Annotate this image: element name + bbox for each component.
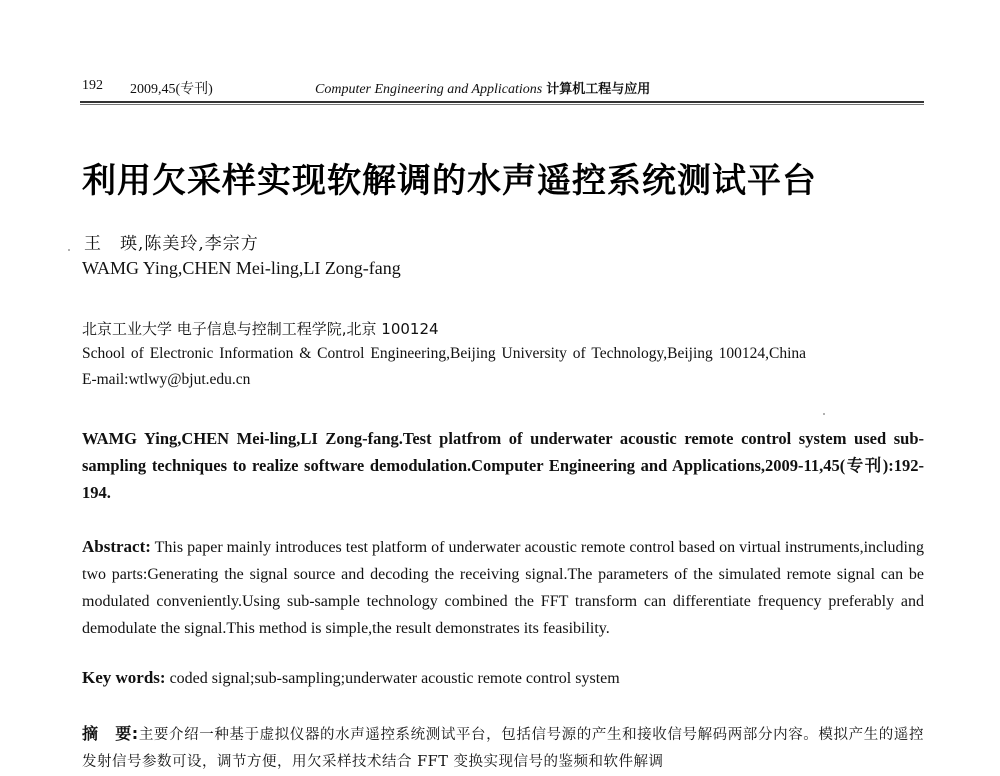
header-rule [80,101,924,105]
abstract-label: Abstract: [82,537,151,556]
citation: WAMG Ying,CHEN Mei-ling,LI Zong-fang.Test platfrom of underwater acoustic remote control system used sub-sampling techniques to realize software demodulation.Computer Engineering and Applications,2009-11,45(专刊):192-194. [82,429,924,502]
running-header [82,78,924,100]
keywords-text: coded signal;sub-sampling;underwater acoustic remote control system [169,670,620,687]
authors-en: WAMG Ying,CHEN Mei-ling,LI Zong-fang [82,258,401,278]
journal-name-cn: 计算机工程与应用 [546,82,651,97]
abstract-cn-label: 摘 要: [82,724,139,743]
volume-issue: 2009,45(专刊) [130,82,213,97]
affiliation-en: School of Electronic Information & Control Engineering,Beijing University of Technology,Beijing 100124,China [82,345,807,362]
affiliation-cn: 北京工业大学 电子信息与控制工程学院,北京 100124 [82,320,439,338]
abstract-cn-text: 主要介绍一种基于虚拟仪器的水声遥控系统测试平台，包括信号源的产生和接收信号解码两部分内容。模拟产生的遥控发射信号参数可设，调节方便，用欠采样技术结合 FFT 变换实现信号的鉴频和软件解调 [82,727,925,770]
abstract-text: This paper mainly introduces test platform of underwater acoustic remote control based on virtual instruments,including two parts:Generating the signal source and decoding the receiving signal.The parameters of the simulated remote signal can be modulated conveniently.Using sub-sample technology combined the FFT transform can differentiate frequency preferably and demodulate the signal.This method is simple,the result demonstrates its feasibility. [82,539,924,637]
page-number: 192 [82,78,103,93]
authors-cn: 王 瑛,陈美玲,李宗方 [84,234,259,254]
abstract-en [82,533,924,642]
author-email: E-mail:wtlwy@bjut.edu.cn [82,371,251,388]
scan-speck [823,413,825,415]
journal-name [315,78,650,98]
paper-title: 利用欠采样实现软解调的水声遥控系统测试平台 [82,161,817,201]
keywords-en [82,668,924,688]
scan-speck [68,249,70,251]
journal-name-en: Computer Engineering and Applications [315,82,543,97]
keywords-label: Key words: [82,668,166,687]
abstract-cn [82,720,924,776]
